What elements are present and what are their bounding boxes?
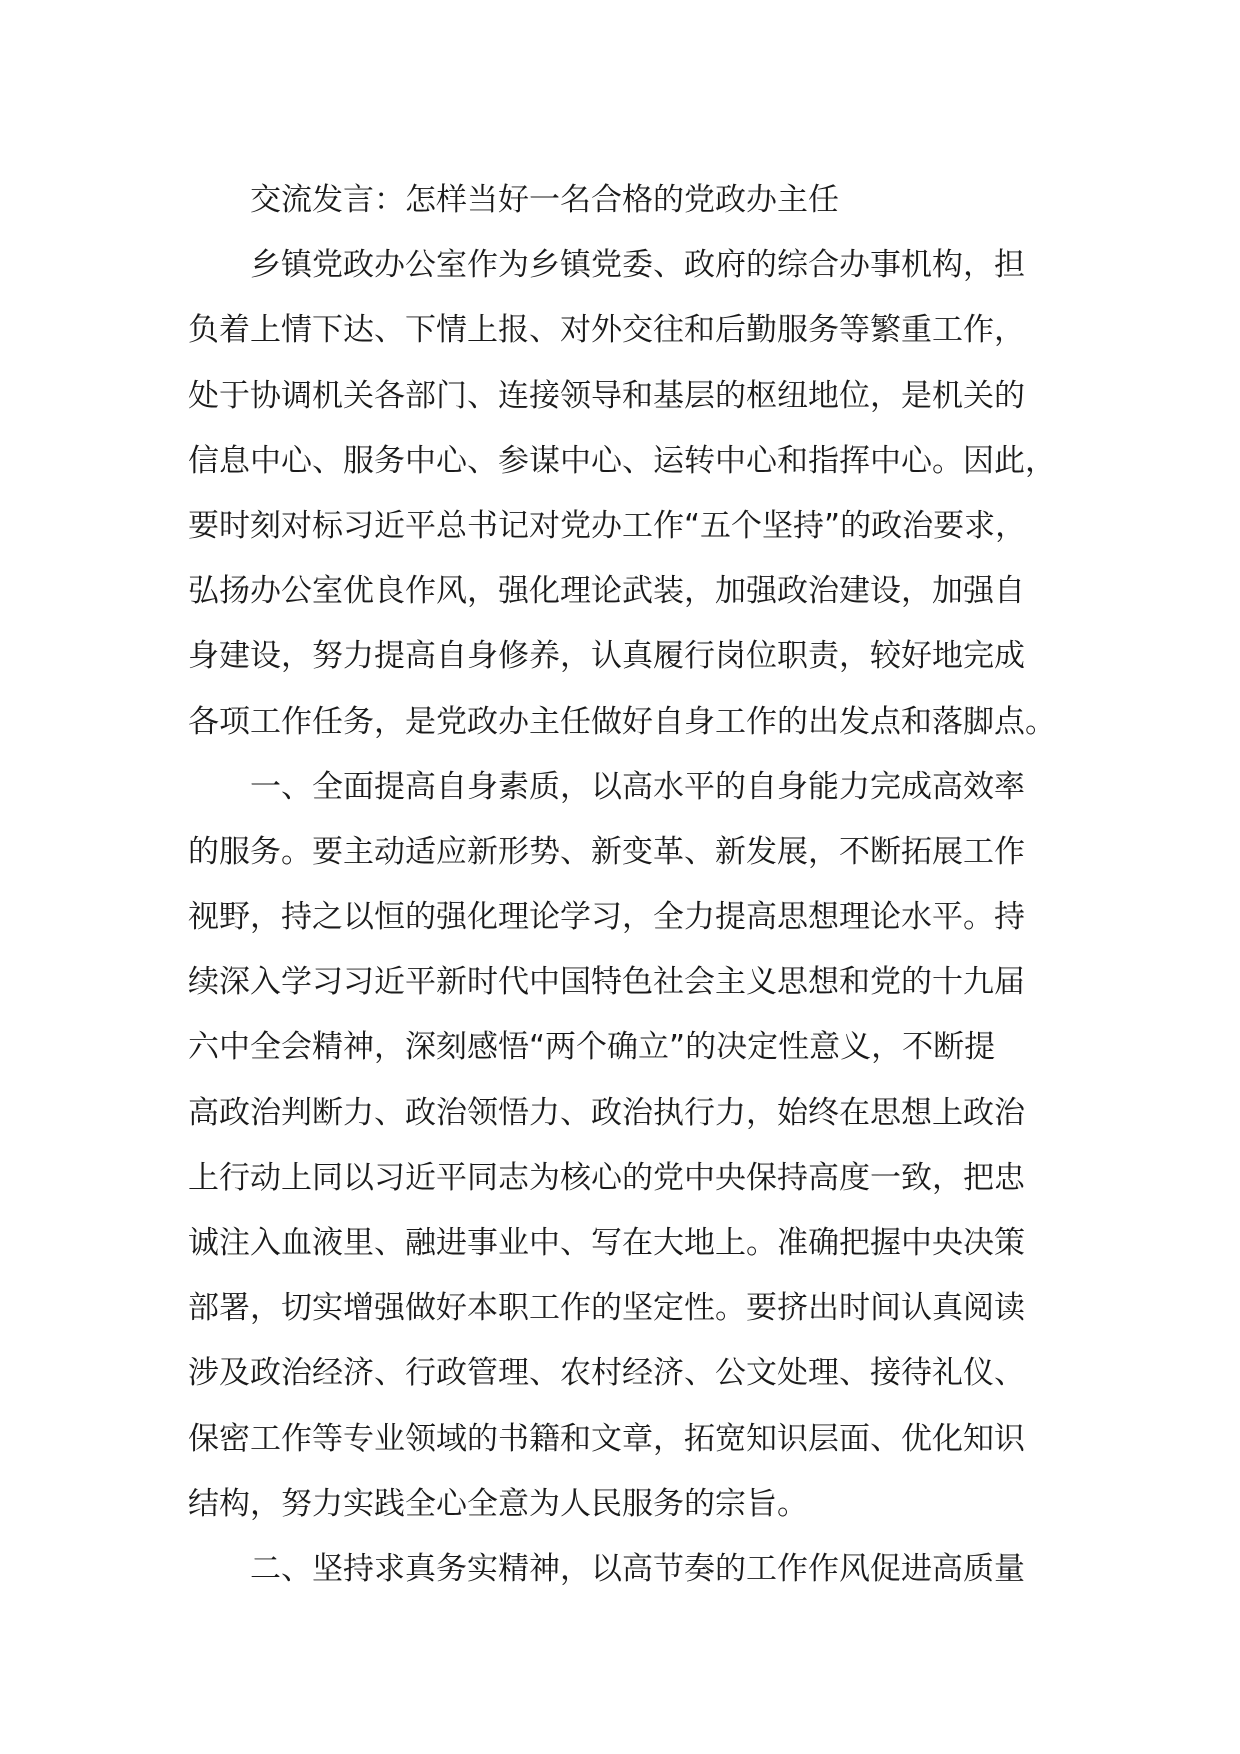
text-line: 诚注入血液里、融进事业中、写在大地上。准确把握中央决策 (188, 1225, 1025, 1261)
text-line: 高政治判断力、政治领悟力、政治执行力，始终在思想上政治 (188, 1094, 1025, 1131)
section-heading-line: 二、坚持求真务实精神，以高节奏的工作作风促进高质量 (250, 1550, 1025, 1587)
text-line: 的服务。要主动适应新形势、新变革、新发展，不断拓展工作 (188, 833, 1025, 870)
text-line: 要时刻对标习近平总书记对党办工作“五个坚持”的政治要求， (188, 507, 1027, 544)
text-line: 弘扬办公室优良作风，强化理论武装，加强政治建设，加强自 (188, 573, 1025, 610)
text-line: 视野，持之以恒的强化理论学习，全力提高思想理论水平。持 (188, 899, 1025, 936)
text-line: 信息中心、服务中心、参谋中心、运转中心和指挥中心。因此， (188, 442, 1056, 479)
text-line: 各项工作任务，是党政办主任做好自身工作的出发点和落脚点。 (188, 703, 1056, 740)
document-title: 交流发言：怎样当好一名合格的党政办主任 (250, 182, 839, 218)
text-line: 身建设，努力提高自身修养，认真履行岗位职责，较好地完成 (188, 638, 1025, 675)
section-heading-line: 一、全面提高自身素质，以高水平的自身能力完成高效率 (250, 768, 1025, 805)
text-line: 处于协调机关各部门、连接领导和基层的枢纽地位，是机关的 (188, 377, 1025, 414)
text-line: 部署，切实增强做好本职工作的坚定性。要挤出时间认真阅读 (188, 1290, 1025, 1327)
text-line: 续深入学习习近平新时代中国特色社会主义思想和党的十九届 (188, 964, 1025, 1001)
text-line: 负着上情下达、下情上报、对外交往和后勤服务等繁重工作， (188, 312, 1025, 349)
text-line: 六中全会精神，深刻感悟“两个确立”的决定性意义，不断提 (188, 1029, 996, 1066)
text-line: 保密工作等专业领域的书籍和文章，拓宽知识层面、优化知识 (188, 1420, 1025, 1457)
text-line: 结构，努力实践全心全意为人民服务的宗旨。 (188, 1485, 808, 1522)
text-line: 涉及政治经济、行政管理、农村经济、公文处理、接待礼仪、 (188, 1355, 1025, 1392)
text-line: 上行动上同以习近平同志为核心的党中央保持高度一致，把忠 (188, 1159, 1025, 1196)
document-body (188, 168, 1068, 1602)
text-line: 乡镇党政办公室作为乡镇党委、政府的综合办事机构，担 (250, 247, 1025, 284)
